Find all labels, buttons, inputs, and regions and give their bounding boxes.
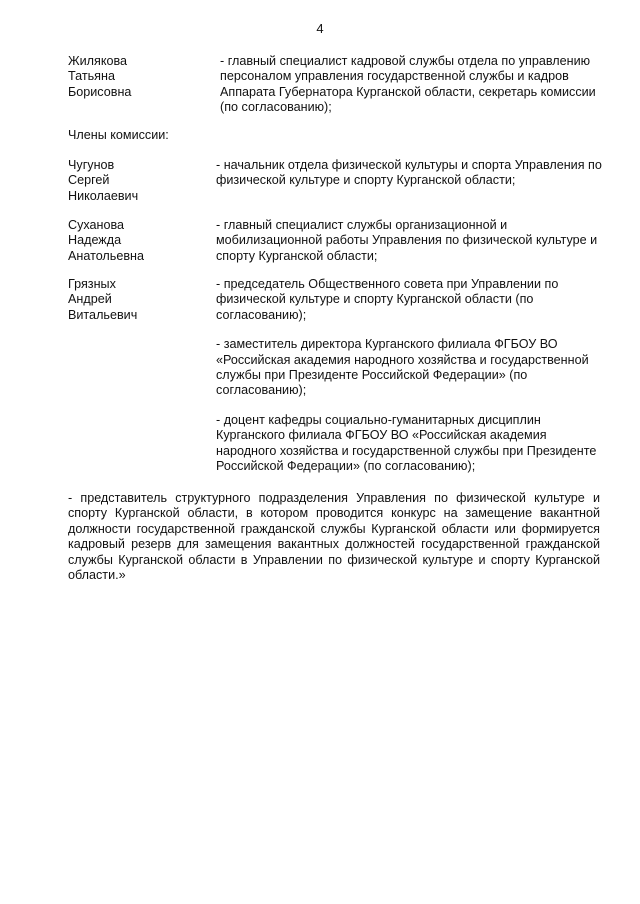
position-text: - главный специалист кадровой службы отдела по управлению персоналом управления государственной службы и кадров Аппарата Губернатора Курганской области, секретарь комиссии (по согласованию);: [220, 54, 596, 115]
position-text: - председатель Общественного совета при Управлении по физической культуре и спорту Курганской области (по согласованию);: [216, 277, 559, 322]
position-text: - доцент кафедры социально-гуманитарных дисциплин Курганского филиала ФГБОУ ВО «Российская академия народного хозяйства и государственной службы при Президенте Российской Федерации» (по согласованию);: [216, 412, 597, 474]
first-name: Сергей: [68, 173, 110, 188]
member-name: [68, 158, 208, 204]
patronymic: Витальевич: [68, 307, 138, 322]
surname: Жилякова: [68, 54, 128, 68]
first-name: Надежда: [68, 233, 122, 248]
position-text: - заместитель директора Курганского филиала ФГБОУ ВО «Российская академия народного хозяйства и государственной службы при Президенте Российской Федерации» (по согласованию);: [216, 337, 589, 398]
closing-paragraph: - представитель структурного подразделения Управления по физической культуре и спорту Курганской области, в котором проводится конкурс на замещение вакантной должности государственной гражданской службы Курганской области или формируется кадровый резерв для замещения вакантных должностей государственной гражданской службы Курганской области в Управлении по физической культуре и спорту Курганской области.»: [68, 491, 600, 583]
member-name: [68, 277, 208, 323]
first-name: Татьяна: [68, 69, 115, 84]
members-heading: Члены комиссии:: [68, 128, 169, 142]
page-number: 4: [316, 21, 324, 36]
member-position: [216, 158, 608, 203]
position-text: - начальник отдела физической культуры и спорта Управления по физической культуре и спорту Курганской области;: [216, 158, 602, 188]
position-text: - главный специалист службы организационной и мобилизационной работы Управления по физической культуре и спорту Курганской области;: [216, 218, 598, 263]
surname: Грязных: [68, 277, 116, 291]
member-name: [68, 54, 208, 100]
patronymic: Борисовна: [68, 84, 132, 99]
member-position: [220, 54, 608, 130]
surname: Суханова: [68, 218, 125, 232]
patronymic: Николаевич: [68, 188, 139, 203]
member-name: [68, 218, 208, 264]
surname: Чугунов: [68, 158, 115, 172]
patronymic: Анатольевна: [68, 248, 144, 263]
first-name: Андрей: [68, 292, 112, 307]
member-position: [216, 277, 608, 488]
member-position: [216, 218, 608, 278]
